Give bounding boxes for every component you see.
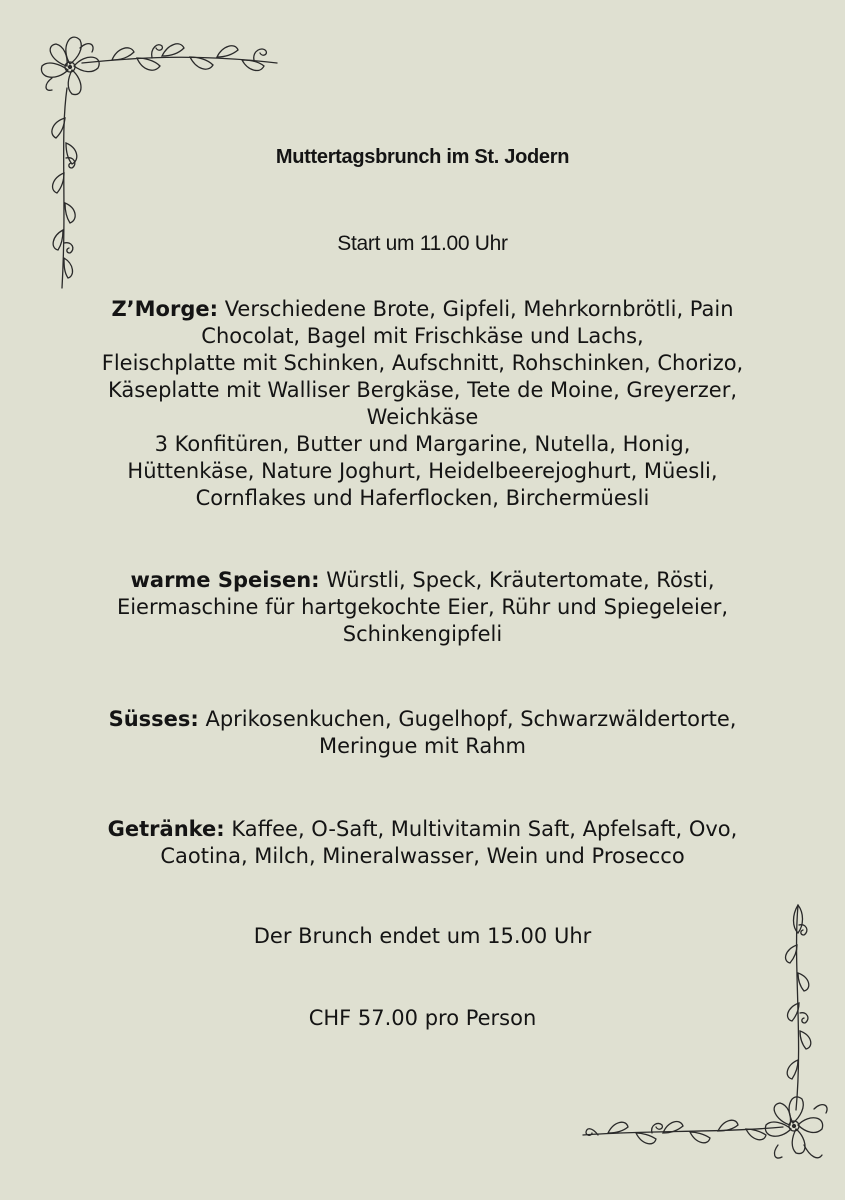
section-text: Verschiedene Brote, Gipfeli, Mehrkornbrötli, Pain xyxy=(218,297,734,321)
section-text: Würstli, Speck, Kräutertomate, Rösti, xyxy=(319,568,715,592)
section-line: Meringue mit Rahm xyxy=(318,734,527,758)
section-line xyxy=(60,706,785,733)
section-text: Aprikosenkuchen, Gugelhopf, Schwarzwäldertorte, xyxy=(198,707,737,731)
section-line: Käseplatte mit Walliser Bergkäse, Tete de Moine, Greyerzer, xyxy=(107,378,738,402)
start-time: Start um 11.00 Uhr xyxy=(337,232,508,255)
section-warme-speisen xyxy=(60,567,785,648)
section-line: Chocolat, Bagel mit Frischkäse und Lachs, xyxy=(201,324,644,348)
section-line: Hüttenkäse, Nature Joghurt, Heidelbeerejoghurt, Müesli, xyxy=(127,459,718,483)
section-line: Eiermaschine für hartgekochte Eier, Rühr und Spiegeleier, xyxy=(116,595,729,619)
section-zmorge xyxy=(60,296,785,512)
section-line xyxy=(60,816,785,843)
section-line: 3 Konfitüren, Butter und Margarine, Nutella, Honig, xyxy=(154,432,691,456)
section-line: Weichkäse xyxy=(366,405,479,429)
section-line: Caotina, Milch, Mineralwasser, Wein und Prosecco xyxy=(160,844,685,868)
page-title: Muttertagsbrunch im St. Jodern xyxy=(275,146,570,168)
section-line xyxy=(60,567,785,594)
section-line xyxy=(60,296,785,323)
section-getraenke xyxy=(60,816,785,870)
section-label: Süsses: xyxy=(108,707,199,731)
section-label: Getränke: xyxy=(107,817,225,841)
section-line: Cornflakes und Haferflocken, Birchermüesli xyxy=(195,486,650,510)
section-line: Fleischplatte mit Schinken, Aufschnitt, Rohschinken, Chorizo, xyxy=(101,351,744,375)
section-line: Schinkengipfeli xyxy=(342,622,503,646)
section-label: warme Speisen: xyxy=(130,568,320,592)
price: CHF 57.00 pro Person xyxy=(308,1006,537,1030)
section-suesses xyxy=(60,706,785,760)
end-time: Der Brunch endet um 15.00 Uhr xyxy=(253,924,592,948)
section-text: Kaffee, O-Saft, Multivitamin Saft, Apfelsaft, Ovo, xyxy=(224,817,738,841)
section-label: Z’Morge: xyxy=(111,297,219,321)
